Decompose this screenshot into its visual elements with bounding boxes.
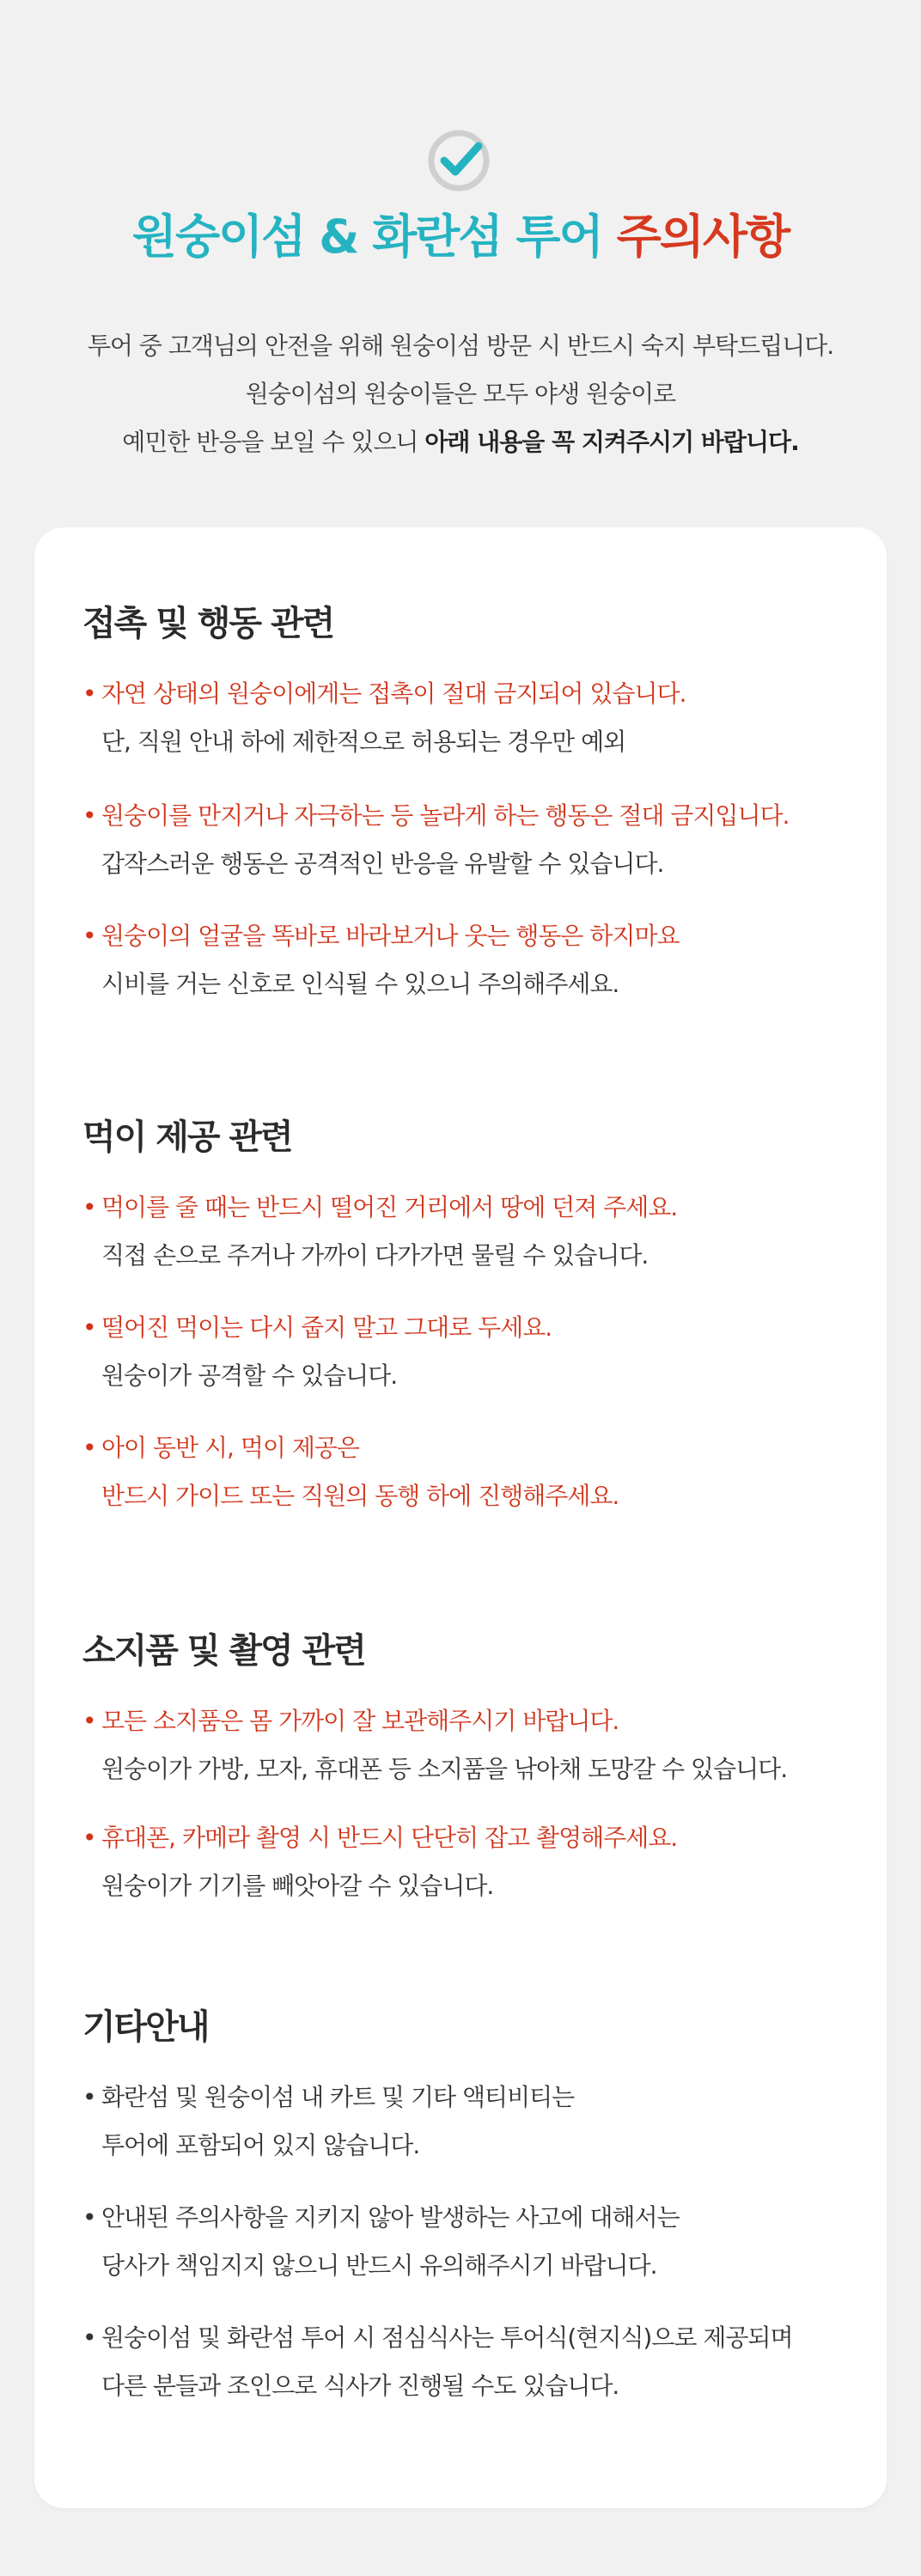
list-item <box>82 792 873 888</box>
item-line-1: 원숭이섬 및 화란섬 투어 시 점심식사는 투어식(현지식)으로 제공되며 <box>101 2323 793 2352</box>
bullet: • <box>82 801 96 830</box>
item-line-2: 원숭이가 공격할 수 있습니다. <box>101 1361 398 1390</box>
item-line-2: 시비를 거는 신호로 인식될 수 있으니 주의해주세요. <box>101 970 619 998</box>
section-belongings <box>82 1625 856 1900</box>
item-line-1: 화란섬 및 원숭이섬 내 카트 및 기타 액티비티는 <box>101 2083 575 2111</box>
item-line-1: 휴대폰, 카메라 촬영 시 반드시 단단히 잡고 촬영해주세요. <box>101 1824 678 1852</box>
list-item <box>82 2074 873 2170</box>
notice-card <box>34 527 887 2508</box>
item-line-1: 안내된 주의사항을 지키지 않아 발생하는 사고에 대해서는 <box>101 2203 680 2232</box>
item-line-2: 원숭이가 기기를 빼앗아갈 수 있습니다. <box>101 1872 494 1900</box>
section-heading: 접촉 및 행동 관련 <box>82 604 334 643</box>
list-item <box>82 1304 873 1400</box>
list-item <box>82 1184 873 1280</box>
section-heading: 먹이 제공 관련 <box>82 1117 292 1157</box>
bullet: • <box>82 922 96 950</box>
section-contact <box>82 598 856 998</box>
check-circle-icon <box>427 129 491 192</box>
list-item <box>82 670 873 766</box>
list-item <box>82 1424 873 1520</box>
item-line-2: 반드시 가이드 또는 직원의 동행 하에 진행해주세요. <box>101 1482 619 1510</box>
list-item <box>82 1814 873 1910</box>
intro-line-3 <box>0 418 921 466</box>
item-line-2: 다른 분들과 조인으로 식사가 진행될 수도 있습니다. <box>101 2372 619 2400</box>
intro-line-3-normal: 예민한 반응을 보일 수 있으니 <box>122 428 425 456</box>
bullet: • <box>82 2323 96 2352</box>
item-line-1: 모든 소지품은 몸 가까이 잘 보관해주시기 바랍니다. <box>101 1707 619 1735</box>
bullet: • <box>82 2083 96 2111</box>
item-line-1: 자연 상태의 원숭이에게는 접촉이 절대 금지되어 있습니다. <box>101 679 686 708</box>
bullet: • <box>82 1193 96 1221</box>
item-line-2: 원숭이가 가방, 모자, 휴대폰 등 소지품을 낚아채 도망갈 수 있습니다. <box>101 1755 788 1783</box>
bullet: • <box>82 1313 96 1342</box>
title-main: 원숭이섬 & 화란섬 투어 <box>131 210 617 264</box>
section-feeding <box>82 1111 856 1510</box>
item-line-1: 아이 동반 시, 먹이 제공은 <box>101 1434 359 1462</box>
item-line-2: 단, 직원 안내 하에 제한적으로 허용되는 경우만 예외 <box>101 728 626 756</box>
bullet: • <box>82 679 96 708</box>
item-line-1: 원숭이의 얼굴을 똑바로 바라보거나 웃는 행동은 하지마요 <box>101 922 680 950</box>
list-item <box>82 1697 873 1793</box>
item-line-1: 먹이를 줄 때는 반드시 떨어진 거리에서 땅에 던져 주세요. <box>101 1193 678 1221</box>
item-line-2: 당사가 책임지지 않으니 반드시 유의해주시기 바랍니다. <box>101 2251 657 2280</box>
section-other <box>82 2001 856 2400</box>
item-line-1: 떨어진 먹이는 다시 줍지 말고 그대로 두세요. <box>101 1313 552 1342</box>
bullet: • <box>82 1707 96 1735</box>
intro-line-3-bold: 아래 내용을 꼭 지켜주시기 바랍니다. <box>424 428 799 456</box>
section-heading: 소지품 및 촬영 관련 <box>82 1631 365 1671</box>
item-line-2: 직접 손으로 주거나 가까이 다가가면 물릴 수 있습니다. <box>101 1241 649 1270</box>
item-line-2: 투어에 포함되어 있지 않습니다. <box>101 2131 420 2159</box>
intro-text <box>0 322 921 466</box>
item-line-1: 원숭이를 만지거나 자극하는 등 놀라게 하는 행동은 절대 금지입니다. <box>101 801 790 830</box>
title-highlight: 주의사항 <box>616 210 790 264</box>
item-line-2: 갑작스러운 행동은 공격적인 반응을 유발할 수 있습니다. <box>101 850 664 878</box>
bullet: • <box>82 2203 96 2232</box>
list-item <box>82 2314 873 2410</box>
list-item <box>82 2194 873 2290</box>
section-heading: 기타안내 <box>82 2007 209 2047</box>
bullet: • <box>82 1434 96 1462</box>
bullet: • <box>82 1824 96 1852</box>
intro-line-2: 원숭이섬의 원숭이들은 모두 야생 원숭이로 <box>245 380 676 408</box>
page-title <box>0 203 921 271</box>
list-item <box>82 912 873 1008</box>
intro-line-1: 투어 중 고객님의 안전을 위해 원숭이섬 방문 시 반드시 숙지 부탁드립니다. <box>87 332 834 360</box>
